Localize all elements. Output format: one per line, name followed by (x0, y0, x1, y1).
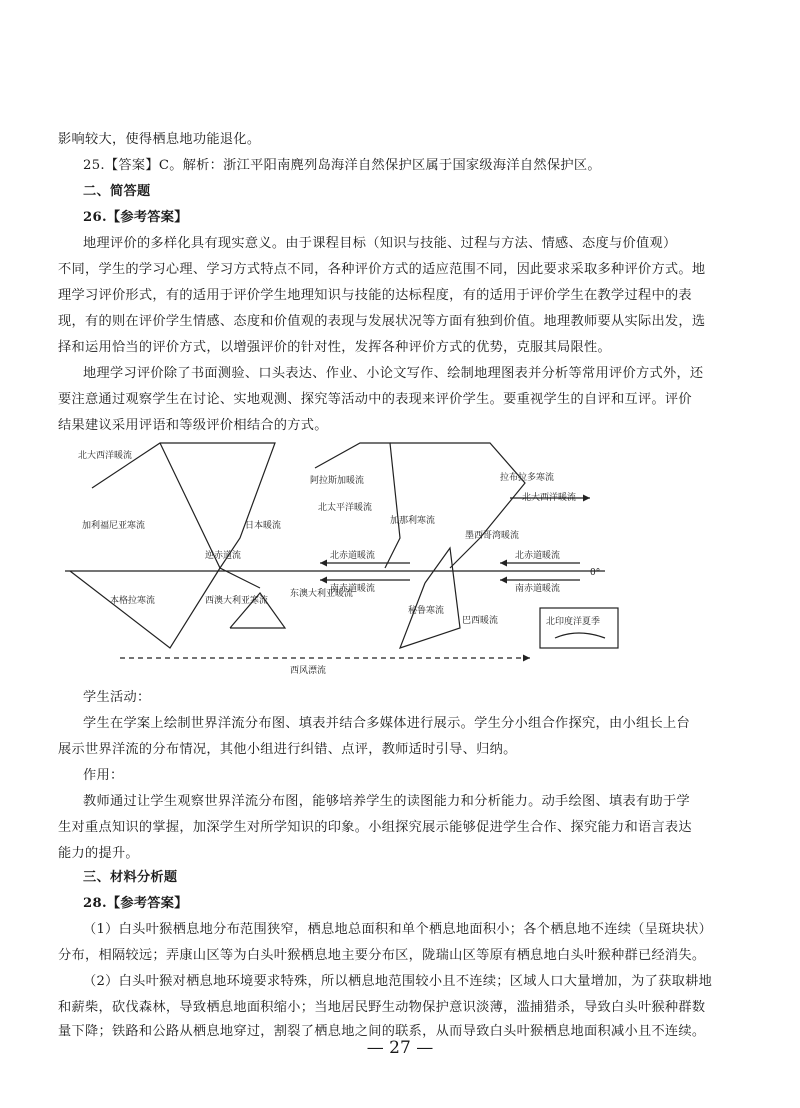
text-line: 现，有的则在评价学生情感、态度和价值观的表现与发展状况等方面有独到价值。地理教师要从实际出发，选 (58, 314, 706, 329)
page-number: — 27 — (366, 1038, 434, 1058)
legend-box (540, 608, 618, 648)
label-california: 加利福尼亚寒流 (82, 521, 146, 531)
text-line: 不同，学生的学习心理、学习方式特点不同，各种评价方式的适应范围不同，因此要求采取多种评价方式。地 (58, 262, 706, 277)
pacific-north-gyre (92, 443, 275, 568)
ocean-currents-diagram (60, 428, 620, 678)
label-gulf-stream: 墨西哥湾暖流 (465, 531, 520, 541)
text-line: 作用： (83, 768, 124, 783)
label-brazil: 巴西暖流 (462, 616, 499, 626)
label-east-australian: 东澳大利亚暖流 (290, 589, 354, 599)
text-line: （2）白头叶猴对栖息地环境要求特殊，所以栖息地范围较小且不连续；区域人口大量增加，为了获取耕地 (83, 974, 713, 989)
text-line: 学生在学案上绘制世界洋流分布图、填表并结合多媒体进行展示。学生分小组合作探究，由小组长上台 (83, 716, 690, 731)
label-westwind-drift: 西风漂流 (290, 666, 327, 676)
california-path (160, 443, 260, 588)
text-line: 地理评价的多样化具有现实意义。由于课程目标（知识与技能、过程与方法、情感、态度与价值观） (83, 236, 677, 251)
text-line: 地理学习评价除了书面测验、口头表达、作业、小论文写作、绘制地理图表并分析等常用评价方式外，还 (83, 366, 704, 381)
south-pacific-gyre (70, 568, 220, 648)
label-peru: 秘鲁寒流 (408, 606, 445, 616)
text-line: 影响较大，使得栖息地功能退化。 (58, 132, 261, 147)
label-n-equatorial-left: 北赤道暖流 (330, 551, 376, 561)
section-heading: 二、简答题 (83, 184, 151, 199)
label-n-equatorial-right: 北赤道暖流 (515, 551, 561, 561)
text-line: 理学习评价形式，有的适用于评价学生地理知识与技能的达标程度，有的适用于评价学生在教学过程中的表 (58, 288, 692, 303)
label-kuroshio: 日本暖流 (245, 521, 282, 531)
text-line: 学生活动： (83, 690, 151, 705)
text-line: 和薪柴，砍伐森林，导致栖息地面积缩小；当地居民野生动物保护意识淡薄，滥捕猎杀，导致白头叶猴种群数 (58, 1000, 706, 1015)
text-line: 要注意通过观察学生在讨论、实地观测、探究等活动中的表现来评价学生。要重视学生的自评和互评。评价 (58, 392, 692, 407)
section-heading: 三、材料分析题 (83, 870, 178, 885)
label-indian-summer: 北印度洋夏季 (546, 617, 601, 627)
text-line: 能力的提升。 (58, 846, 139, 861)
legend-arrow (555, 633, 605, 638)
label-s-equatorial-left: 南赤道暖流 (330, 584, 376, 594)
text-line: 生对重点知识的掌握，加深学生对所学知识的印象。小组探究展示能够促进学生合作、探究能力和语言表达 (58, 820, 692, 835)
label-counter: 逆赤道流 (205, 551, 242, 561)
text-line: 教师通过让学生观察世界洋流分布图，能够培养学生的读图能力和分析能力。动手绘图、填表有助于学 (83, 794, 690, 809)
label-alaska: 阿拉斯加暖流 (310, 476, 365, 486)
label-north-pacific: 北太平洋暖流 (318, 503, 373, 513)
label-benguela: 本格拉寒流 (110, 596, 156, 606)
text-line: 量下降；铁路和公路从栖息地穿过，割裂了栖息地之间的联系，从而导致白头叶猴栖息地面积减小且不连续。 (58, 1024, 706, 1039)
label-canary: 加那利寒流 (390, 516, 436, 526)
text-line: （1）白头叶猴栖息地分布范围狭窄，栖息地总面积和单个栖息地面积小；各个栖息地不连续（呈斑块状） (83, 922, 713, 937)
label-s-equatorial-right: 南赤道暖流 (515, 584, 561, 594)
label-north-atlantic-drift: 北大西洋暖流 (78, 451, 133, 461)
answer-26-heading: 26.【参考答案】 (83, 210, 188, 225)
text-line: 择和运用恰当的评价方式，以增强评价的针对性，发挥各种评价方式的优势，克服其局限性。 (58, 340, 611, 355)
label-equator: 0° (590, 568, 601, 578)
text-line: 分布，相隔较远；弄康山区等为白头叶猴栖息地主要分布区，陇瑞山区等原有栖息地白头叶猴种群已经消失。 (58, 948, 706, 963)
label-west-australian: 西澳大利亚寒流 (205, 596, 269, 606)
answer-25: 25.【答案】C。解析：浙江平阳南麂列岛海洋自然保护区属于国家级海洋自然保护区。 (83, 158, 601, 173)
atlantic-north (390, 443, 525, 568)
text-line: 展示世界洋流的分布情况，其他小组进行纠错、点评，教师适时引导、归纳。 (58, 742, 517, 757)
label-north-atlantic: 北大西洋暖流 (522, 493, 577, 503)
text-line: 结果建议采用评语和等级评价相结合的方式。 (58, 418, 328, 433)
label-labrador-dup (60, 428, 108, 430)
label-labrador: 拉布拉多寒流 (500, 473, 555, 483)
answer-28-heading: 28.【参考答案】 (83, 896, 188, 911)
